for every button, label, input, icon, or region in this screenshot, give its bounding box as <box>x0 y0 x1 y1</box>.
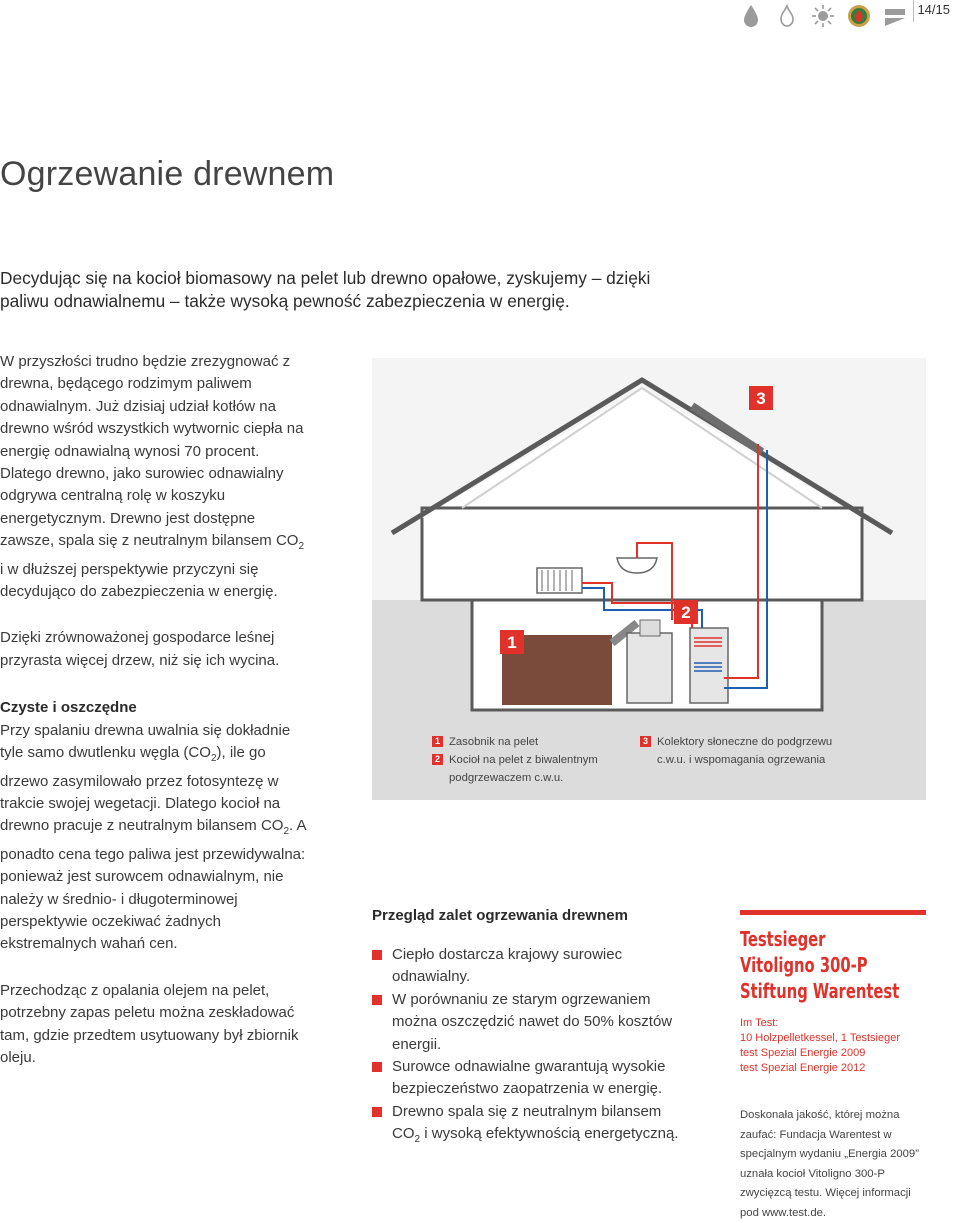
test-box <box>740 926 940 1223</box>
test-title-line-3: Stiftung Warentest <box>740 979 900 1003</box>
advantage-item: Ciepło dostarcza krajowy surowiec odnawialny. <box>372 944 692 989</box>
paragraph-clean: Przy spalaniu drewna uwalnia się dokładnie tyle samo dwutlenku węgla $(CO_2)$, ile go drzewo zasymilowało przez fotosyntezę w trakcie swojej wegetacji. Dlatego kocioł na drewno pracuje z neutralnym bilansem $CO_2$. A ponadto cena tego paliwa jest przewidywalna: ponieważ jest surowcem odnawialnym, nie należy w średnio- i długoterminowej perspektywie oczekiwać żadnych ekstremalnych wahań cen. <box>0 721 306 953</box>
section-subhead: Czyste i oszczędne <box>0 699 137 717</box>
bullet-icon <box>372 1107 382 1117</box>
test-title-line-2: Vitoligno 300-P <box>740 953 868 977</box>
marker-2: 2 <box>681 603 691 622</box>
advantage-item: Drewno spala się z neutralnym bilansem $CO_2$ i wysoką efektywnością energetyczną. <box>372 1101 692 1152</box>
advantages-title: Przegląd zalet ogrzewania drewnem <box>372 907 628 924</box>
paragraph-forestry: Dzięki zrównoważonej gospodarce leśnej przyrasta więcej drzew, niż się ich wycina. <box>0 629 280 669</box>
drop-icon <box>738 3 764 29</box>
paragraph-wood-fuel: W przyszłości trudno będzie zrezygnować z drewna, będącego rodzimym paliwem odnawialnym. Już dzisiaj udział kotłów na drewno wśród wszystkich wytwornic ciepła na energię odnawialną wynosi 70 procent. Dlatego drewno, jako surowiec odnawialny odgrywa centralną rolę w koszyku energetycznym. Drewno jest dostępne zawsze, spala się z neutralnym bilansem $CO_2$ i w dłuższej perspektywie przyczyni się decydująco do zabezpieczenia w energię. <box>0 353 305 601</box>
test-title-line-1: Testsieger <box>740 927 826 951</box>
heat-pump-icon <box>882 3 908 29</box>
legend-item-1: 1 Zasobnik na pelet <box>432 733 612 751</box>
left-column <box>0 351 310 1069</box>
test-description: Doskonała jakość, której można zaufać: Fundacja Warentest w specjalnym wydaniu „Energia 2009” uznała kocioł Vitoligno 300-P zwycięzcą testu. Więcej informacji pod www.test.de. <box>740 1109 919 1219</box>
legend-item-3: 3 Kolektory słoneczne do podgrzewu c.w.u. i wspomagania ogrzewania <box>640 733 850 769</box>
page-number: 14/15 <box>913 0 952 22</box>
advantage-item: W porównaniu ze starym ogrzewaniem można oszczędzić nawet do 50% kosztów energii. <box>372 989 692 1056</box>
test-label: Im Test: <box>740 1017 779 1029</box>
advantage-item: Surowce odnawialne gwarantują wysokie bezpieczeństwo zaopatrzenia w energię. <box>372 1056 692 1101</box>
bullet-icon <box>372 995 382 1005</box>
flame-icon <box>774 3 800 29</box>
legend-item-2: 2 Kocioł na pelet z biwalentnym podgrzewaczem c.w.u. <box>432 751 612 787</box>
legend-left <box>432 733 612 787</box>
marker-1: 1 <box>507 633 517 652</box>
test-line: 10 Holzpelletkessel, 1 Testsieger <box>740 1032 900 1044</box>
house-heating-diagram <box>372 358 926 800</box>
legend-right <box>640 733 850 769</box>
advantages-list <box>372 944 692 1152</box>
advantages-section <box>372 907 692 1152</box>
energy-icons-bar <box>738 2 908 30</box>
test-line: test Spezial Energie 2009 <box>740 1047 866 1059</box>
paragraph-oil-to-pellet: Przechodząc z opalania olejem na pelet, potrzebny zapas peletu można zeskładować tam, gdzie przedtem usytuowany był zbiornik oleju. <box>0 981 299 1066</box>
bullet-icon <box>372 950 382 960</box>
page-title: Ogrzewanie drewnem <box>0 155 335 193</box>
test-accent-bar <box>740 910 926 915</box>
test-line: test Spezial Energie 2012 <box>740 1062 866 1074</box>
wood-pellet-icon <box>846 3 872 29</box>
bullet-icon <box>372 1062 382 1072</box>
marker-3: 3 <box>756 389 766 408</box>
lead-paragraph: Decydując się na kocioł biomasowy na pelet lub drewno opałowe, zyskujemy – dzięki paliwu odnawialnemu – także wysoką pewność zabezpieczenia w energię. <box>0 268 651 311</box>
sun-icon <box>810 3 836 29</box>
